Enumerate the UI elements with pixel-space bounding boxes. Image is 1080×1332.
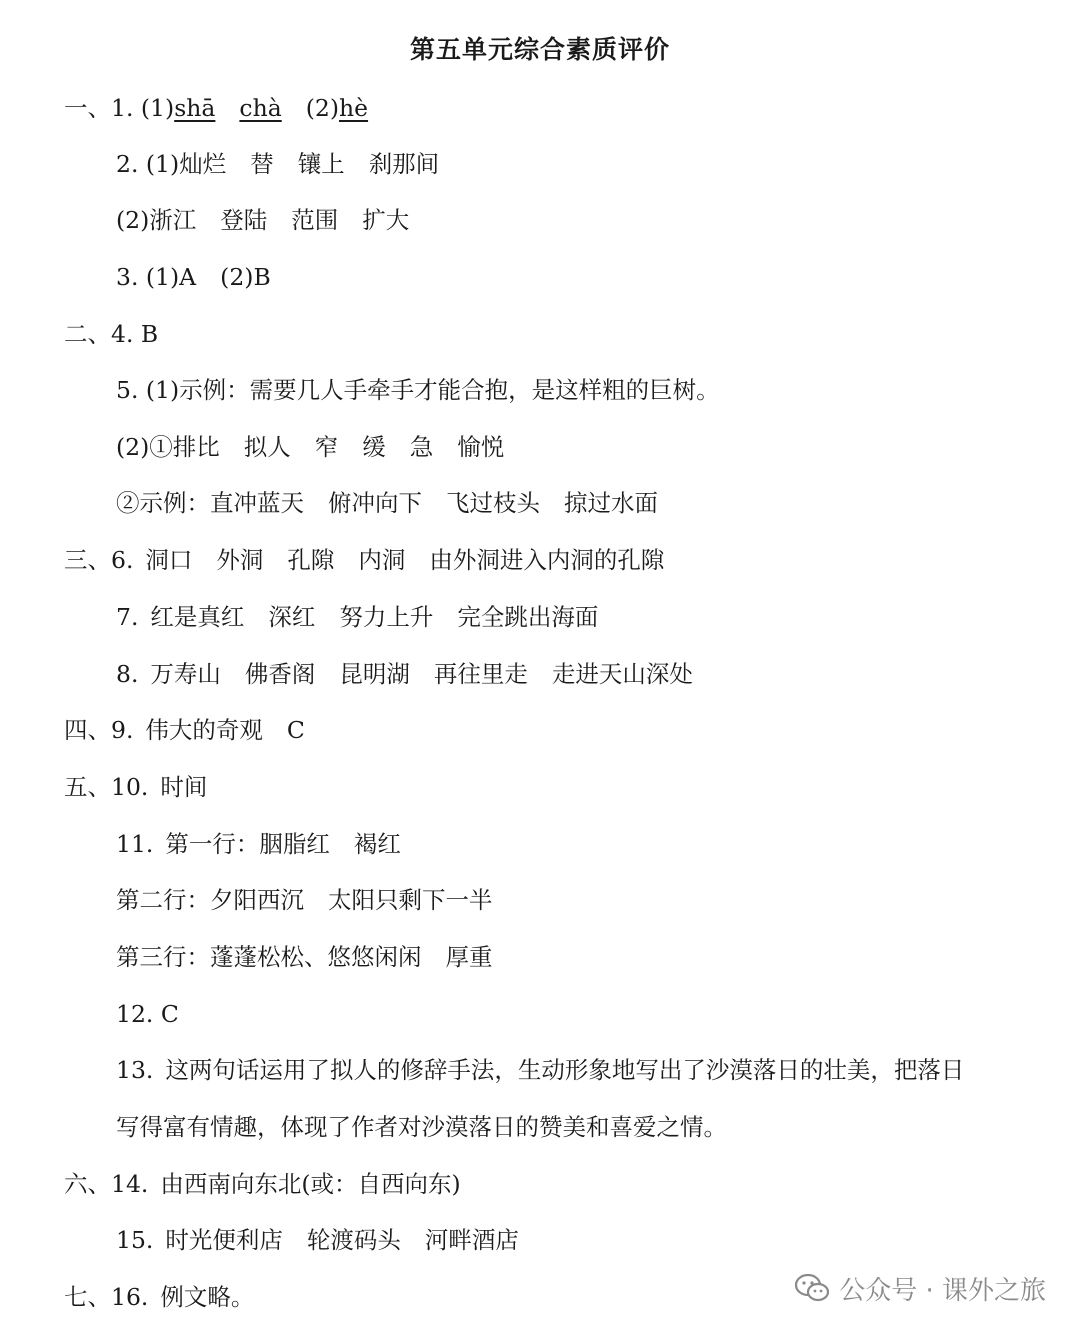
answer-item: C: [286, 716, 305, 744]
answer-item: 愉悦: [457, 433, 505, 461]
answer-line-1: [64, 90, 368, 126]
answer-item: 由外洞进入内洞的孔隙: [429, 546, 665, 574]
answer-text: 这两句话运用了拟人的修辞手法，生动形象地写出了沙漠落日的壮美，把落日: [165, 1056, 965, 1084]
question-number: 10.: [111, 773, 149, 801]
question-number: ②: [116, 489, 140, 517]
question-number: 9.: [111, 716, 134, 744]
answer-item: 掠过水面: [564, 489, 658, 517]
answer-line-2b: [116, 202, 409, 238]
answer-lead: 第三行：: [116, 943, 210, 971]
answer-item: 万寿山: [150, 660, 221, 688]
question-number: 2. (1): [116, 150, 180, 178]
answer-item: 时光便利店: [165, 1226, 283, 1254]
answer-item: 轮渡码头: [306, 1226, 401, 1254]
answer-line-2a: [116, 146, 439, 182]
answer-line-7: [116, 599, 598, 635]
answer-line-8: [116, 656, 693, 692]
answer-item: 浙江: [149, 206, 197, 234]
answer-item: 夕阳西沉: [210, 886, 304, 914]
answer-item: 佛香阁: [244, 660, 316, 688]
answer-item: 拟人: [243, 433, 291, 461]
pinyin-answer: hè: [339, 94, 369, 122]
answer-line-15: [116, 1222, 519, 1258]
question-number: 4. B: [111, 320, 159, 348]
answer-item: (2)B: [220, 263, 271, 291]
question-number: (2)①: [116, 433, 173, 461]
question-number: (2): [305, 94, 340, 122]
answer-line-11c: [116, 939, 493, 975]
answer-text: 写得富有情趣，体现了作者对沙漠落日的赞美和喜爱之情。: [116, 1113, 727, 1141]
answer-item: 内洞: [358, 546, 406, 574]
question-number: 12. C: [116, 1000, 179, 1028]
answer-lead: 第二行：: [116, 886, 210, 914]
answer-item: 努力上升: [339, 603, 434, 631]
answer-text: 时间: [160, 773, 208, 801]
answer-line-5c: [116, 485, 658, 521]
question-number: (2): [116, 206, 150, 234]
answer-item: 河畔酒店: [424, 1226, 519, 1254]
answer-line-6: [64, 542, 664, 578]
question-number: 8.: [116, 660, 139, 688]
answer-text: 例文略。: [160, 1283, 255, 1311]
answer-item: 俯冲向下: [328, 489, 422, 517]
answer-item: 灿烂: [179, 150, 227, 178]
answer-item: 昆明湖: [339, 660, 410, 688]
answer-text: 由西南向东北(或：自西向东): [160, 1170, 461, 1198]
answer-item: 镶上: [297, 150, 345, 178]
answer-item: 替: [250, 150, 274, 178]
answer-lead: 第一行：: [165, 830, 260, 858]
question-number: 14.: [111, 1170, 149, 1198]
section-label: 五、: [64, 773, 111, 801]
answer-item: 太阳只剩下一半: [328, 886, 493, 914]
answer-item: 胭脂红: [259, 830, 330, 858]
question-number: 13.: [116, 1056, 154, 1084]
answer-item: 褐红: [353, 830, 401, 858]
question-number: 16.: [111, 1283, 149, 1311]
answer-line-5a: [116, 372, 720, 408]
answer-item: 完全跳出海面: [457, 603, 599, 631]
answer-item: 登陆: [220, 206, 268, 234]
pinyin-answer: shā: [174, 94, 216, 122]
answer-text: 示例：需要几人手牵手才能合抱，是这样粗的巨树。: [179, 376, 720, 404]
answer-item: 刹那间: [368, 150, 440, 178]
section-label: 一、: [64, 94, 111, 122]
answer-line-16: [64, 1279, 254, 1315]
answer-item: 伟大的奇观: [145, 716, 263, 744]
answer-item: 洞口: [145, 546, 193, 574]
section-label: 四、: [64, 716, 111, 744]
answer-item: 扩大: [362, 206, 410, 234]
answer-line-11a: [116, 826, 401, 862]
answer-item: 外洞: [216, 546, 264, 574]
answer-line-10: [64, 769, 207, 805]
answer-item: 走进天山深处: [551, 660, 693, 688]
answer-line-4: [64, 316, 158, 352]
answer-line-13a: [116, 1052, 964, 1088]
answer-item: 深红: [268, 603, 316, 631]
watermark: [795, 1268, 1046, 1308]
answer-item: 厚重: [445, 943, 493, 971]
answer-line-3: [116, 259, 271, 295]
answer-item: 飞过枝头: [446, 489, 540, 517]
question-number: 15.: [116, 1226, 154, 1254]
watermark-text: 公众号 · 课外之旅: [839, 1275, 1046, 1306]
page-title: 第五单元综合素质评价: [409, 35, 670, 64]
question-number: 6.: [111, 546, 134, 574]
wechat-icon: [795, 1272, 829, 1304]
section-label: 七、: [64, 1283, 111, 1311]
question-number: 11.: [116, 830, 154, 858]
pinyin-answer: chà: [239, 94, 282, 122]
answer-line-9: [64, 712, 305, 748]
answer-line-14: [64, 1166, 461, 1202]
answer-line-5b: [116, 429, 504, 465]
answer-line-11b: [116, 882, 493, 918]
answer-line-13b: [116, 1109, 727, 1145]
answer-line-12: [116, 996, 179, 1032]
section-label: 二、: [64, 320, 111, 348]
question-number: 5. (1): [116, 376, 180, 404]
answer-lead: 示例：: [139, 489, 210, 517]
answer-item: 再往里走: [433, 660, 528, 688]
section-label: 六、: [64, 1170, 111, 1198]
answer-item: 排比: [172, 433, 220, 461]
answer-item: 急: [409, 433, 434, 461]
question-number: 7.: [116, 603, 139, 631]
question-number: 1. (1): [111, 94, 175, 122]
answer-item: 红是真红: [150, 603, 245, 631]
answer-item: 窄: [314, 433, 339, 461]
question-number: 3. (1)A: [116, 263, 197, 291]
answer-item: 孔隙: [287, 546, 335, 574]
answer-item: 范围: [291, 206, 339, 234]
answer-item: 直冲蓝天: [210, 489, 304, 517]
answer-item: 蓬蓬松松、悠悠闲闲: [210, 943, 422, 971]
section-label: 三、: [64, 546, 111, 574]
answer-item: 缓: [362, 433, 386, 461]
